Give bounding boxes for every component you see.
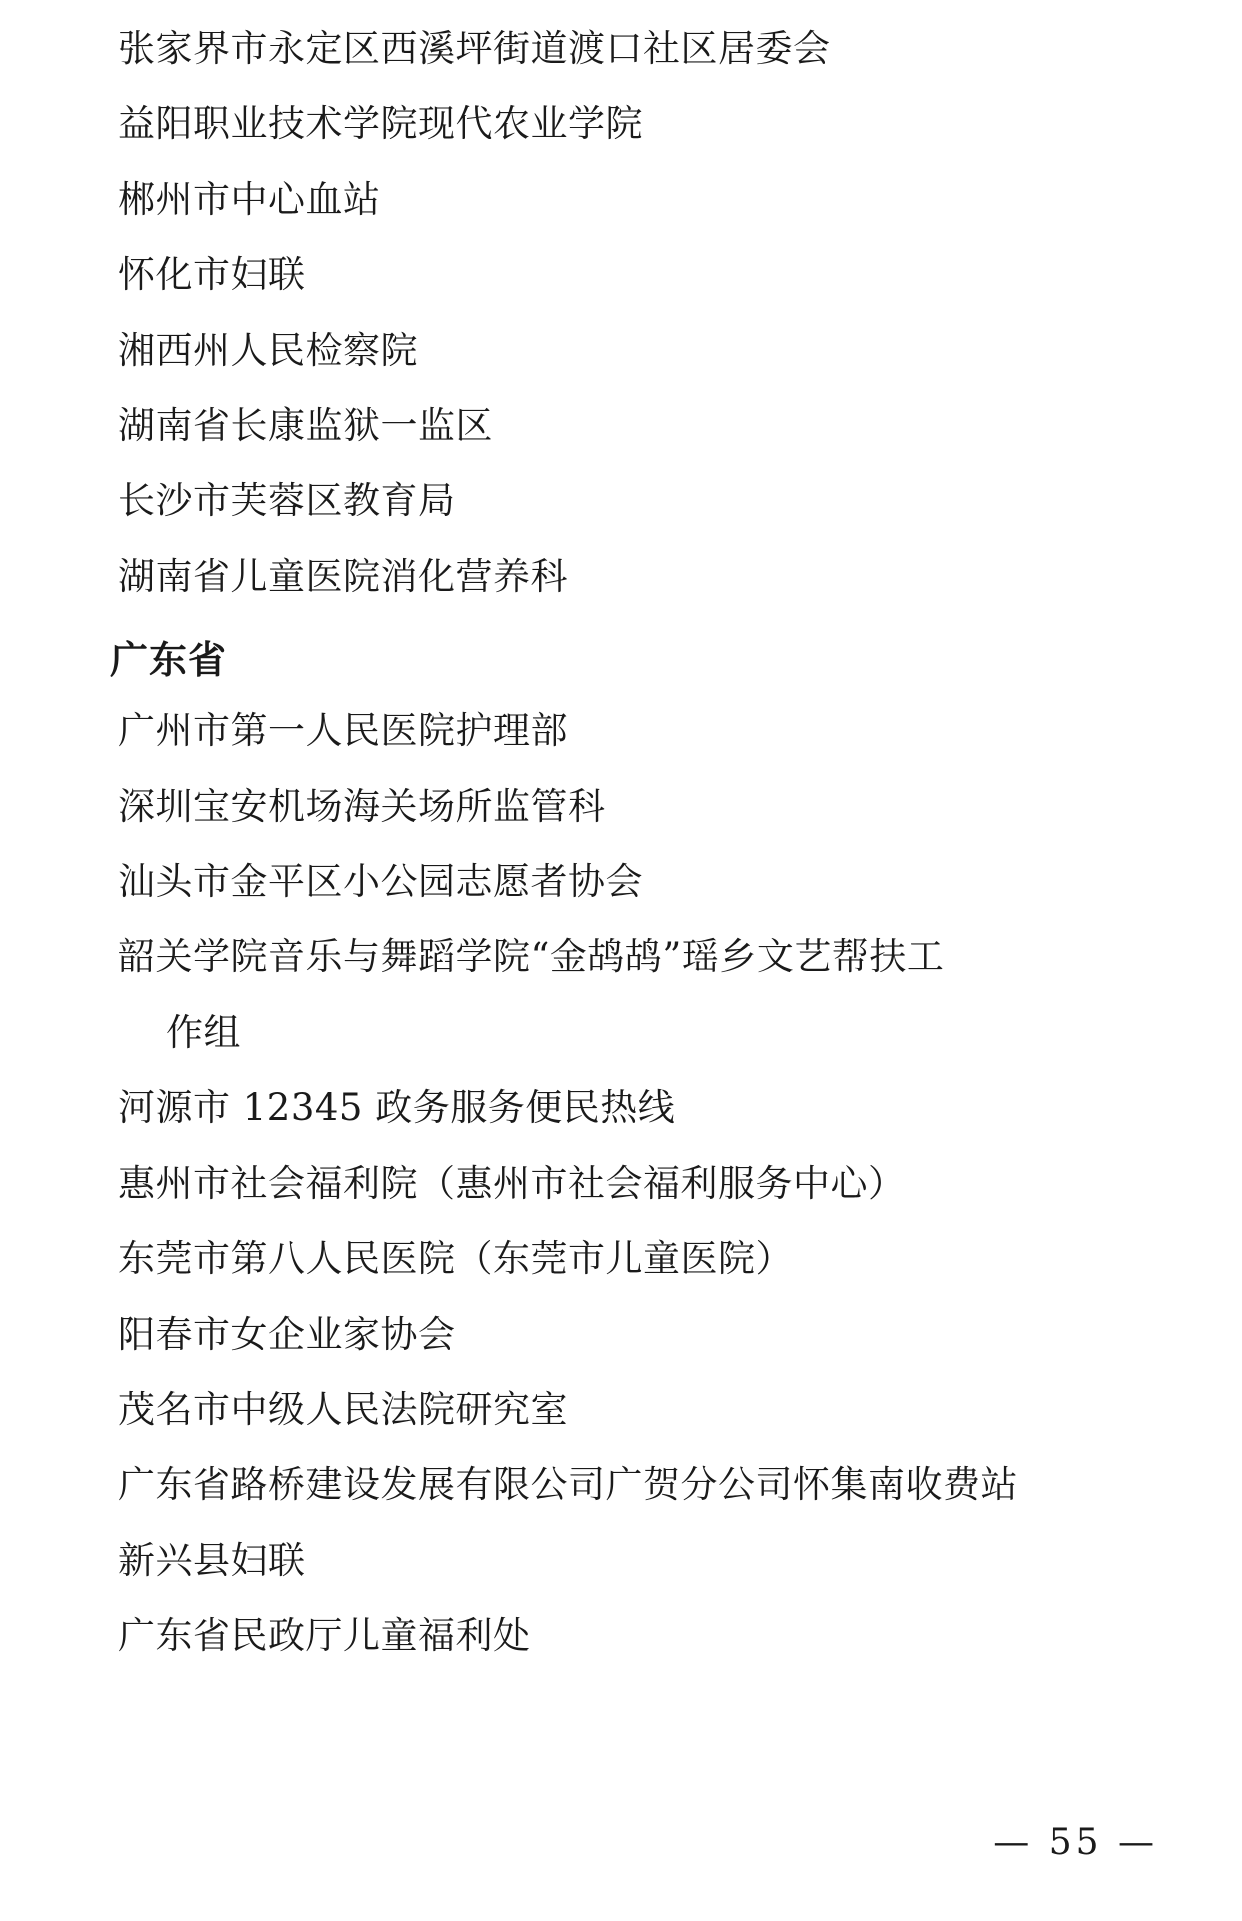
list-item: 益阳职业技术学院现代农业学院 — [118, 102, 643, 146]
list-item: 长沙市芙蓉区教育局 — [118, 479, 456, 523]
list-item: 湘西州人民检察院 — [118, 328, 418, 372]
list-item: 阳春市女企业家协会 — [118, 1312, 456, 1356]
list-item: 惠州市社会福利院（惠州市社会福利服务中心） — [118, 1161, 906, 1205]
list-item-continuation — [110, 1002, 1172, 1063]
list-item: 湖南省儿童医院消化营养科 — [118, 554, 568, 598]
list-item: 广东省路桥建设发展有限公司广贺分公司怀集南收费站 — [118, 1463, 1018, 1507]
list-item: 郴州市中心血站 — [118, 177, 381, 221]
list-item: 广东省民政厅儿童福利处 — [118, 1614, 531, 1658]
section-heading-guangdong: 广东省 — [110, 638, 228, 683]
list-item: 张家界市永定区西溪坪街道渡口社区居委会 — [118, 27, 831, 70]
page-number: — 55 — — [993, 1822, 1158, 1863]
list-item: 河源市 12345 政务服务便民热线 — [118, 1086, 676, 1130]
list-item: 新兴县妇联 — [118, 1538, 306, 1582]
list-item: 韶关学院音乐与舞蹈学院“金鸪鸪”瑶乡文艺帮扶工 — [118, 935, 945, 979]
list-item: 汕头市金平区小公园志愿者协会 — [118, 860, 643, 904]
list-item: 湖南省长康监狱一监区 — [118, 404, 493, 448]
list-item: 深圳宝安机场海关场所监管科 — [118, 784, 606, 828]
list-item: 茂名市中级人民法院研究室 — [118, 1387, 568, 1431]
list-item: 怀化市妇联 — [118, 253, 306, 297]
list-item: 东莞市第八人民医院（东莞市儿童医院） — [118, 1237, 793, 1281]
list-item-continuation-text: 作组 — [166, 1010, 241, 1054]
guangdong-entry-list — [110, 700, 1172, 1666]
hunan-entry-list — [110, 18, 1172, 607]
list-item: 广州市第一人民医院护理部 — [118, 709, 568, 753]
